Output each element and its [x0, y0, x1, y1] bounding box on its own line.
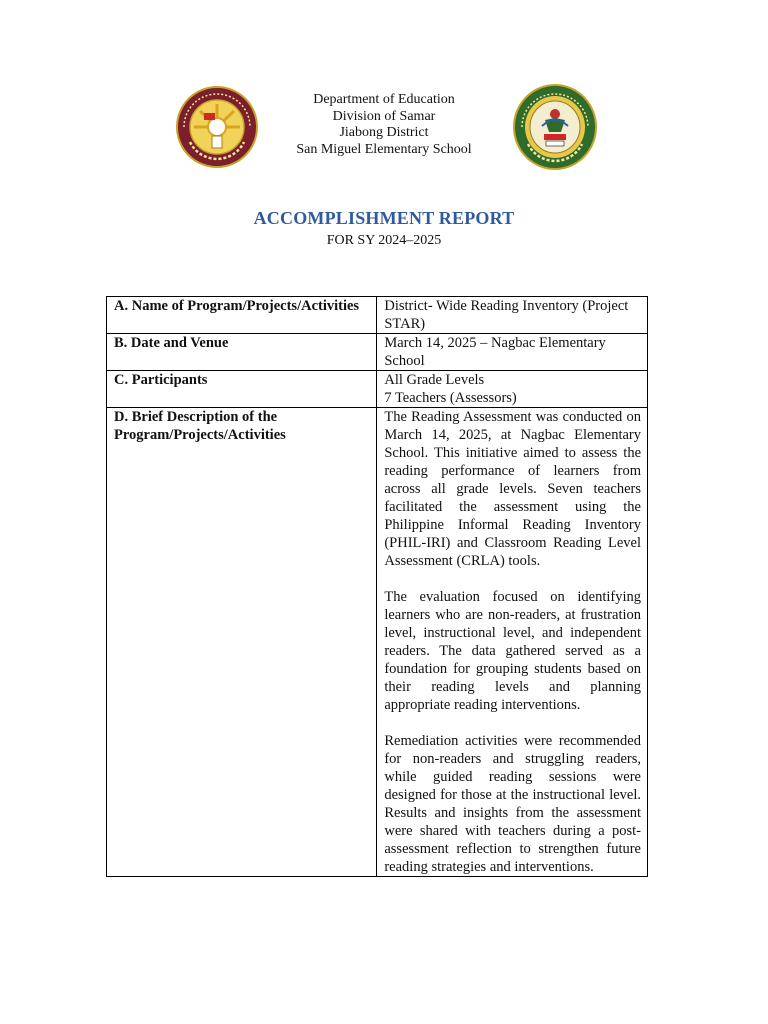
row-value — [377, 408, 648, 877]
description-paragraph: Remediation activities were recommended for non-readers and struggling readers, while guided reading sessions were designed for those at the instructional level. Results and insights from the assessment were shared with teachers during a post-assessment reflection to strengthen future reading strategies and interventions. — [384, 733, 641, 875]
letterhead — [0, 92, 768, 158]
participants-grade-levels: All Grade Levels — [384, 372, 485, 388]
description-paragraph: The Reading Assessment was conducted on March 14, 2025, at Nagbac Elementary School. This initiative aimed to assess the reading performance of learners from across all grade levels. Seven teachers facilitated the assessment using the Philippine Informal Reading Inventory (PHIL-IRI) and Classroom Reading Level Assessment (CRLA) tools. — [384, 409, 641, 569]
table-row — [107, 408, 648, 877]
row-label: C. Participants — [107, 371, 377, 408]
report-subtitle: FOR SY 2024–2025 — [326, 233, 442, 248]
program-name: District- Wide Reading Inventory (Project STAR) — [384, 298, 629, 332]
row-label: A. Name of Program/Projects/Activities — [107, 297, 377, 334]
table-row — [107, 297, 648, 334]
division-name: Division of Samar — [332, 108, 436, 124]
row-value — [377, 297, 648, 334]
participants-teachers: 7 Teachers (Assessors) — [384, 390, 517, 406]
department-name: Department of Education — [313, 92, 455, 107]
date-and-venue: March 14, 2025 – Nagbac Elementary School — [384, 335, 606, 369]
report-table — [106, 296, 648, 877]
row-label: B. Date and Venue — [107, 334, 377, 371]
description-paragraph: The evaluation focused on identifying learners who are non-readers, at frustration level, instructional level, and independent readers. The data gathered served as a foundation for grouping students based on their reading levels and planning appropriate reading interventions. — [384, 589, 641, 713]
report-title: ACCOMPLISHMENT REPORT — [253, 208, 515, 228]
row-value — [377, 371, 648, 408]
school-name: San Miguel Elementary School — [296, 141, 472, 157]
row-value — [377, 334, 648, 371]
row-label: D. Brief Description of the Program/Projects/Activities — [107, 408, 377, 877]
table-row — [107, 334, 648, 371]
table-row — [107, 371, 648, 408]
district-name: Jiabong District — [339, 125, 429, 140]
